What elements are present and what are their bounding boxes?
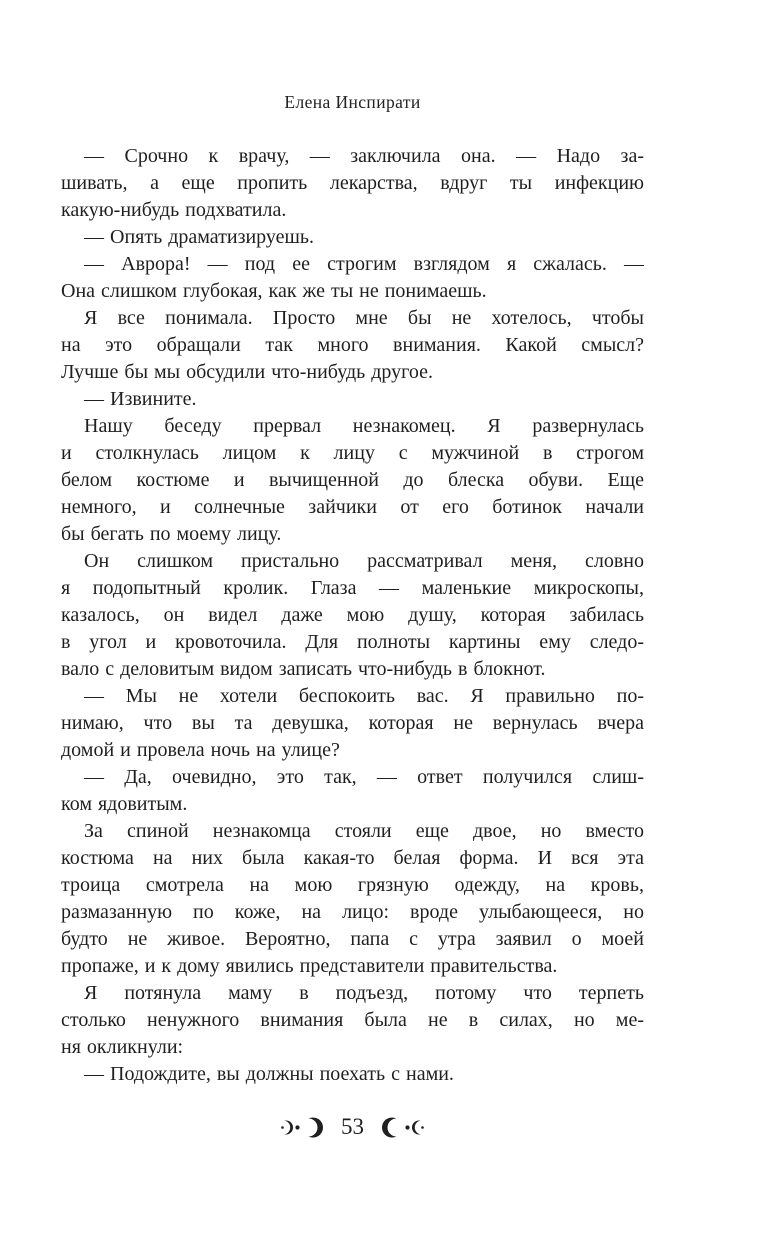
text-line: белом костюме и вычищенной до блеска обуви. Еще <box>61 469 644 491</box>
text-line: в угол и кровоточила. Для полноты картины ему следо- <box>61 631 644 653</box>
text-line: домой и провела ночь на улице? <box>61 739 340 761</box>
text-line: размазанную по коже, на лицо: вроде улыбающееся, но <box>61 901 644 923</box>
text-line: ня окликнули: <box>61 1036 184 1058</box>
text-line: немного, и солнечные зайчики от его ботинок начали <box>61 496 644 518</box>
text-line: — Извините. <box>84 388 197 410</box>
page-number: 53 <box>341 1114 364 1139</box>
text-line: Он слишком пристально рассматривал меня, словно <box>84 550 644 572</box>
text-line: ком ядовитым. <box>61 793 188 815</box>
text-line: Нашу беседу прервал незнакомец. Я развернулась <box>84 415 644 437</box>
text-line: — Да, очевидно, это так, — ответ получился слиш- <box>84 766 644 788</box>
running-header: Елена Инспирати <box>284 92 421 112</box>
moon-ornament-left-icon <box>278 1115 326 1140</box>
text-line: я подопытный кролик. Глаза — маленькие микроскопы, <box>61 577 644 599</box>
text-line: и столкнулась лицом к лицу с мужчиной в строгом <box>61 442 644 464</box>
text-line: шивать, а еще пропить лекарства, вдруг ты инфекцию <box>61 172 644 194</box>
text-line: какую-нибудь подхватила. <box>61 199 287 221</box>
text-line: Лучше бы мы обсудили что-нибудь другое. <box>61 361 433 383</box>
text-line: Она слишком глубокая, как же ты не понимаешь. <box>61 280 487 302</box>
text-line: Я все понимала. Просто мне бы не хотелось, чтобы <box>84 307 644 329</box>
text-line: вало с деловитым видом записать что-нибудь в блокнот. <box>61 658 546 680</box>
text-line: троица смотрела на мою грязную одежду, на кровь, <box>61 874 644 896</box>
moon-ornament-right-icon <box>379 1115 427 1140</box>
text-line: пропаже, и к дому явились представители правительства. <box>61 955 558 977</box>
text-line: — Срочно к врачу, — заключила она. — Надо за- <box>84 145 644 167</box>
text-line: Я потянула маму в подъезд, потому что терпеть <box>84 982 644 1004</box>
page-footer <box>61 1110 644 1144</box>
text-line: будто не живое. Вероятно, папа с утра заявил о моей <box>61 928 644 950</box>
text-line: — Опять драматизируешь. <box>84 226 315 248</box>
text-line: — Аврора! — под ее строгим взглядом я сжалась. — <box>84 253 644 275</box>
text-line: — Мы не хотели беспокоить вас. Я правильно по- <box>84 685 644 707</box>
body-text <box>61 143 644 1088</box>
text-line: — Подождите, вы должны поехать с нами. <box>84 1063 454 1085</box>
text-line: За спиной незнакомца стояли еще двое, но вместо <box>84 820 644 842</box>
text-line: костюма на них была какая-то белая форма. И вся эта <box>61 847 644 869</box>
text-line: бы бегать по моему лицу. <box>61 523 282 545</box>
text-line: на это обращали так много внимания. Какой смысл? <box>61 334 644 356</box>
text-line: столько ненужного внимания была не в силах, но ме- <box>61 1009 644 1031</box>
text-line: казалось, он видел даже мою душу, которая забилась <box>61 604 644 626</box>
text-line: нимаю, что вы та девушка, которая не вернулась вчера <box>61 712 644 734</box>
